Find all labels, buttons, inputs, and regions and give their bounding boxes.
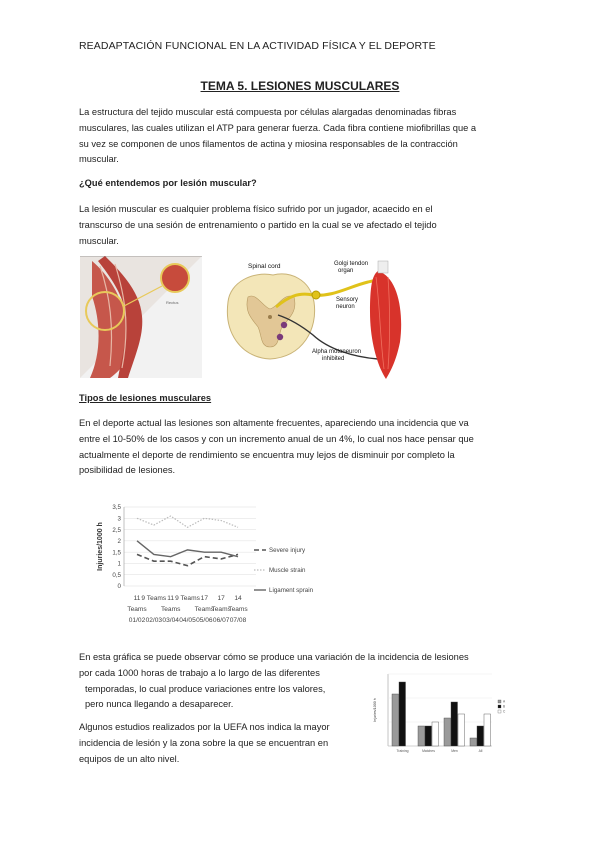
label-alpha-line1: Alpha motoneuron bbox=[312, 349, 362, 355]
text-line: posibilidad de lesiones. bbox=[79, 465, 176, 476]
ganglion bbox=[312, 291, 320, 299]
uefa-bar-chart bbox=[368, 670, 514, 760]
text-line: por cada 1000 horas de trabajo a lo largo de las diferentes bbox=[79, 667, 320, 678]
y-axis-label: Injuries/1000 h bbox=[97, 522, 104, 571]
bar bbox=[484, 714, 491, 746]
x-tick-label: All bbox=[478, 749, 483, 753]
text-line: temporadas, lo cual produce variaciones entre los valores, bbox=[85, 683, 326, 694]
x-tick-label: Teams bbox=[160, 606, 181, 613]
types-heading: Tipos de lesiones musculares bbox=[79, 393, 212, 403]
legend-swatch bbox=[498, 705, 501, 708]
bar bbox=[470, 738, 477, 746]
bar bbox=[432, 722, 439, 746]
text-line: La lesión muscular es cualquier problema físico sufrido por un jugador, acaecido en el bbox=[79, 204, 433, 214]
text-line: muscular. bbox=[79, 154, 119, 165]
text-line: su vez se componen de unos filamentos de actina y miosina responsables de la contracción bbox=[79, 138, 458, 149]
series-line-ligament-sprain bbox=[137, 541, 238, 557]
label-alpha-line2: inhibited bbox=[322, 356, 345, 362]
motoneuron-soma bbox=[281, 322, 287, 328]
y-tick-label: 0,5 bbox=[112, 571, 121, 579]
text-line: En el deporte actual las lesiones son altamente frecuentes, apareciendo una incidencia que va bbox=[79, 418, 469, 428]
series-line-severe-injury bbox=[137, 554, 238, 565]
label-sensory-line1: Sensory bbox=[336, 297, 359, 303]
bar bbox=[444, 718, 451, 746]
text-line: incidencia de lesión y la zona sobre la que se encuentran en bbox=[79, 737, 329, 748]
tendon bbox=[378, 261, 388, 273]
x-tick-label: 03/04 bbox=[162, 617, 179, 624]
x-tick-label: 02/03 bbox=[145, 617, 163, 624]
text-line: musculares, las cuales utilizan el ATP para generar fuerza. Cada fibra contiene miofibrillas que a bbox=[79, 122, 477, 133]
y-tick-label: 3 bbox=[117, 515, 121, 523]
zoom-detail bbox=[161, 264, 189, 292]
running-header: READAPTACIÓN FUNCIONAL EN LA ACTIVIDAD FÍSICA Y EL DEPORTE bbox=[79, 40, 436, 52]
text-line: equipos de un alto nivel. bbox=[79, 753, 180, 764]
page-title: TEMA 5. LESIONES MUSCULARES bbox=[200, 79, 400, 93]
x-tick-label: Teams bbox=[127, 606, 147, 613]
question-heading: ¿Qué entendemos por lesión muscular? bbox=[79, 178, 257, 188]
y-tick-label: 1,5 bbox=[112, 549, 121, 557]
legend-label: Ligament sprain bbox=[269, 587, 314, 595]
legend-label: Severe injury bbox=[269, 547, 306, 555]
x-tick-label: 11 bbox=[167, 595, 175, 602]
label-golgi-line2: organ bbox=[338, 268, 354, 274]
x-tick-label: Teams bbox=[211, 606, 231, 613]
legend-label: C bbox=[503, 709, 506, 714]
central-canal bbox=[268, 315, 272, 319]
y-tick-label: 3,5 bbox=[112, 504, 121, 512]
x-tick-label: 9 Teams bbox=[141, 595, 167, 602]
bar bbox=[418, 726, 425, 746]
label-golgi-line1: Golgi tendon bbox=[334, 261, 369, 267]
spinal-reflex-figure bbox=[218, 257, 414, 379]
x-tick-label: Matches bbox=[422, 749, 435, 753]
x-tick-label: 07/08 bbox=[229, 617, 247, 624]
text-line: En esta gráfica se puede observar cómo se produce una variación de la incidencia de lesiones bbox=[79, 652, 469, 662]
bar bbox=[425, 726, 432, 746]
x-tick-label: Teams bbox=[228, 606, 248, 613]
x-tick-label: 17 bbox=[217, 595, 225, 602]
x-tick-label: 06/07 bbox=[212, 617, 230, 624]
text-line: Algunos estudios realizados por la UEFA nos indica la mayor bbox=[79, 722, 330, 732]
y-tick-label: 2 bbox=[117, 538, 121, 546]
label-spinal-cord: Spinal cord bbox=[248, 263, 281, 270]
injury-line-chart bbox=[92, 500, 314, 636]
text-line: transcurso de una sesión de entrenamiento o partido en la cual se ve afectado el tejido bbox=[79, 219, 437, 230]
bar bbox=[392, 694, 399, 746]
muscle bbox=[370, 271, 401, 379]
label-sensory-line2: neuron bbox=[336, 304, 355, 310]
text-line: pero nunca llegando a desaparecer. bbox=[85, 699, 234, 710]
y-tick-label: 0 bbox=[117, 583, 121, 591]
x-tick-label: 11 bbox=[133, 595, 141, 602]
x-tick-label: 17 bbox=[200, 595, 209, 602]
muscle-anatomy-figure bbox=[80, 256, 202, 378]
series-line-muscle-strain bbox=[137, 516, 238, 527]
definition-paragraph bbox=[79, 202, 524, 249]
x-tick-label: Training bbox=[396, 749, 409, 753]
x-tick-label: 01/02 bbox=[128, 617, 146, 624]
bar bbox=[451, 702, 458, 746]
x-tick-label: 04/05 bbox=[179, 617, 196, 624]
legend-swatch bbox=[498, 710, 501, 713]
x-tick-label: 05/06 bbox=[196, 617, 213, 624]
text-line: muscular. bbox=[79, 235, 119, 246]
legend-label: Muscle strain bbox=[269, 567, 306, 575]
text-line: La estructura del tejido muscular está compuesta por células alargadas denominadas fibras bbox=[79, 107, 457, 117]
interneuron-soma bbox=[277, 334, 283, 340]
uefa-paragraph bbox=[79, 720, 369, 767]
x-tick-label: 9 Teams bbox=[175, 595, 200, 602]
y-tick-label: 2,5 bbox=[112, 526, 121, 534]
legend-swatch bbox=[498, 700, 501, 703]
bar bbox=[399, 682, 406, 746]
text-line: actualmente el deporte de rendimiento se encuentra muy lejos de disminuir por completo la bbox=[79, 449, 455, 460]
legend-label: A bbox=[503, 699, 506, 704]
y-tick-label: 1 bbox=[117, 560, 121, 568]
legend-label: B bbox=[503, 704, 506, 709]
figure-small-label: Rectus bbox=[166, 300, 179, 305]
y-axis-label: Injuries/1000 h bbox=[373, 698, 377, 722]
text-line: entre el 10-50% de los casos y con un incremento anual de un 4%, lo cual nos hace pensar que bbox=[79, 433, 474, 444]
bar bbox=[458, 714, 465, 746]
x-tick-label: 14 bbox=[234, 595, 242, 602]
types-paragraph bbox=[79, 416, 524, 479]
bar bbox=[477, 726, 484, 746]
intro-paragraph bbox=[79, 105, 524, 168]
x-tick-label: Teams bbox=[194, 606, 215, 613]
x-tick-label: Men bbox=[451, 749, 458, 753]
